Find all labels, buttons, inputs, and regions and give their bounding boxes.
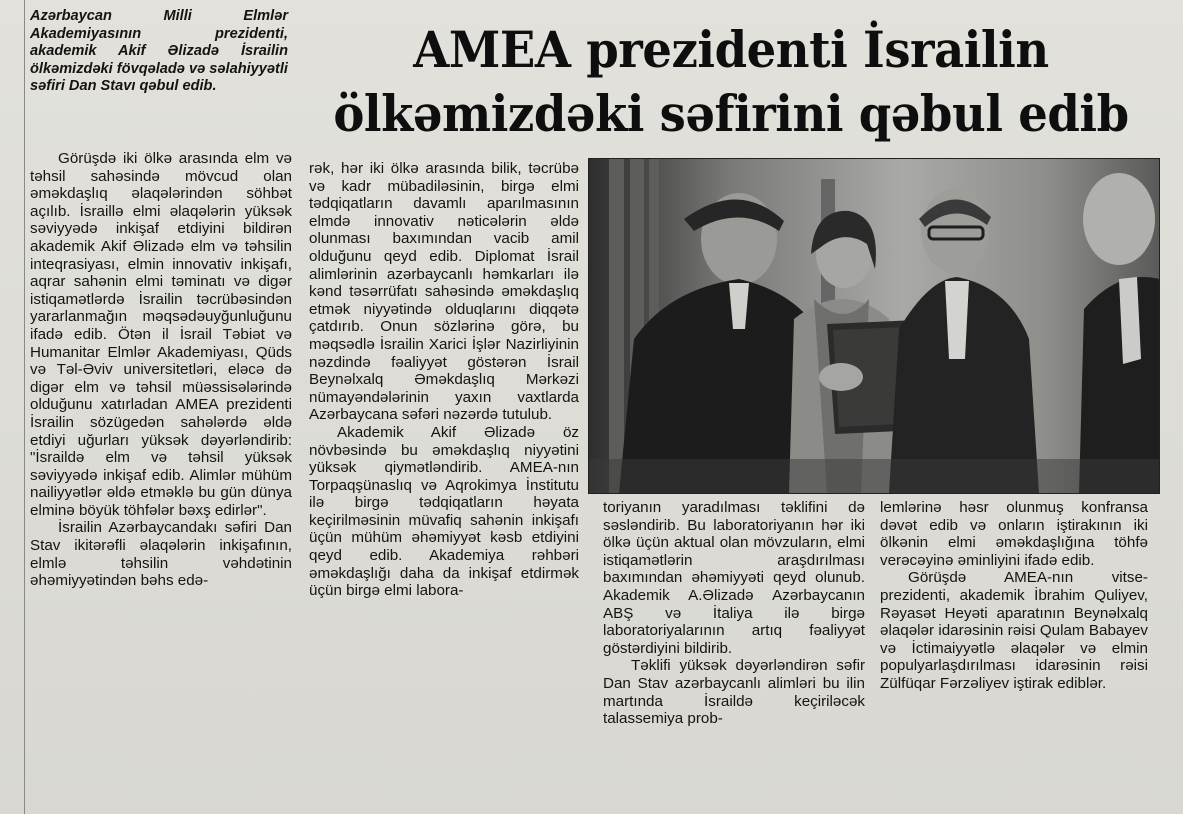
paragraph: rək, hər iki ölkə arasında bilik, təcrübə və kadr mübadiləsinin, birgə elmi tədqiqatların davamlı aparılmasının elmdə innovativ nəticələrin əldə olunması baxımından vacib amil olduğunu qeyd edib. Diplomat İsrail alimlərinin azərbaycanlı həmkarları ilə kənd təsərrüfatı sahəsində əməkdaşlıq etmək niyyətində olduqlarını diqqətə çatdırıb. Onun sözlərinə görə, bu məqsədlə İsrailin Xarici İşlər Nazirliyinin nəzdində fəaliyyət göstərən İsrail Beynəlxalq Əməkdaşlıq Mərkəzi nümayəndələrinin yaxın vaxtlarda Azərbaycana səfəri nəzərdə tutulub. bbox=[309, 160, 579, 424]
article-photo bbox=[588, 158, 1160, 494]
paragraph: Görüşdə AMEA-nın vitse-prezidenti, akademik İbrahim Quliyev, Rəyasət Heyəti aparatının Beynəlxalq əlaqələr idarəsinin rəisi Qulam Babayev və İctimaiyyətlə əlaqələr və elmin populyarlaşdırılması idarəsinin rəisi Zülfüqar Fərzəliyev iştirak ediblər. bbox=[880, 569, 1148, 692]
headline-line-2: ölkəmizdəki səfirini qəbul edib bbox=[333, 84, 1129, 143]
text-column-2 bbox=[309, 160, 579, 600]
article-lead: Azərbaycan Milli Elmlər Akademiyasının prezidenti, akademik Akif Əlizadə İsrailin ölkəmizdəki fövqəladə və səlahiyyətli səfiri Dan Stavı qəbul edib. bbox=[30, 8, 288, 95]
paragraph: lemlərinə həsr olunmuş konfransa dəvət edib və onların iştirakının iki ölkənin elmi əməkdaşlığına töhfə verəcəyinə əminliyini ifadə edib. bbox=[880, 499, 1148, 569]
headline-line-1: AMEA prezidenti İsrailin bbox=[413, 20, 1049, 79]
paragraph: toriyanın yaradılması təklifini də səsləndirib. Bu laboratoriyanın hər iki ölkə üçün aktual olan mövzuların, elmi istiqamətlərin araşdırılması baxımından əhəmiyyəti qeyd olunub. Akademik A.Əlizadə Azərbaycanın ABŞ və İtaliya ilə birgə laboratoriyalarının artıq fəaliyyət göstərdiyini bildirib. bbox=[603, 499, 865, 657]
paragraph: Görüşdə iki ölkə arasında elm və təhsil sahəsində mövcud olan əməkdaşlıq əlaqələrindən söhbət açılıb. İsraillə elmi əlaqələrin yüksək səviyyədə inkişaf etdiyini bildirən akademik Akif Əlizadə elm və təhsilin inteqrasiyası, elmin innovativ inkişafı, aqrar sahənin elmi təminatı və digər istiqamətlərdə İsrailin təcrübəsindən yararlanmağın məqsədəuyğunluğunu ifadə edib. Ötən il İsrail Təbiət və Humanitar Elmlər Akademiyası, Qüds və Təl-Əviv universitetləri, eləcə də digər elm və təhsil müəssisələrində olduğunu xatırladan AMEA prezidenti İsrailin sözügedən sahələrdə əldə etdiyi uğurları yüksək dəyərləndirib: "İsraildə elm və təhsil yüksək səviyyədə inkişaf edib. Alimlər mühüm nailiyyətlər əldə etməklə bu gün dünya elminə böyük töhfələr bəxş edirlər". bbox=[30, 150, 292, 519]
text-column-3 bbox=[603, 499, 865, 728]
text-column-1 bbox=[30, 150, 292, 590]
paragraph: Təklifi yüksək dəyərləndirən səfir Dan Stav azərbaycanlı alimləri bu ilin martında İsraildə keçiriləcək talassemiya prob- bbox=[603, 657, 865, 728]
photo-illustration bbox=[589, 159, 1159, 493]
paragraph: Akademik Akif Əlizadə öz növbəsində bu əməkdaşlıq niyyətini yüksək qiymətləndirib. AMEA-nın Torpaqşünaslıq və Aqrokimya İnstitutu ilə birgə tədqiqatların həyata keçirilməsinin müvafiq sahənin inkişafı üçün mühüm əhəmiyyət kəsb etdiyini qeyd edib. Akademiya rəhbəri əməkdaşlığı daha da inkişaf etdirmək üçün birgə elmi labora- bbox=[309, 423, 579, 600]
page-edge-line bbox=[24, 0, 25, 814]
paragraph: İsrailin Azərbaycandakı səfiri Dan Stav ikitərəfli əlaqələrin inkişafının, elmlə təhsilin vəhdətinin əhəmiyyətindən bəhs edə- bbox=[30, 519, 292, 590]
article-headline bbox=[330, 18, 1132, 146]
text-column-4 bbox=[880, 499, 1148, 693]
